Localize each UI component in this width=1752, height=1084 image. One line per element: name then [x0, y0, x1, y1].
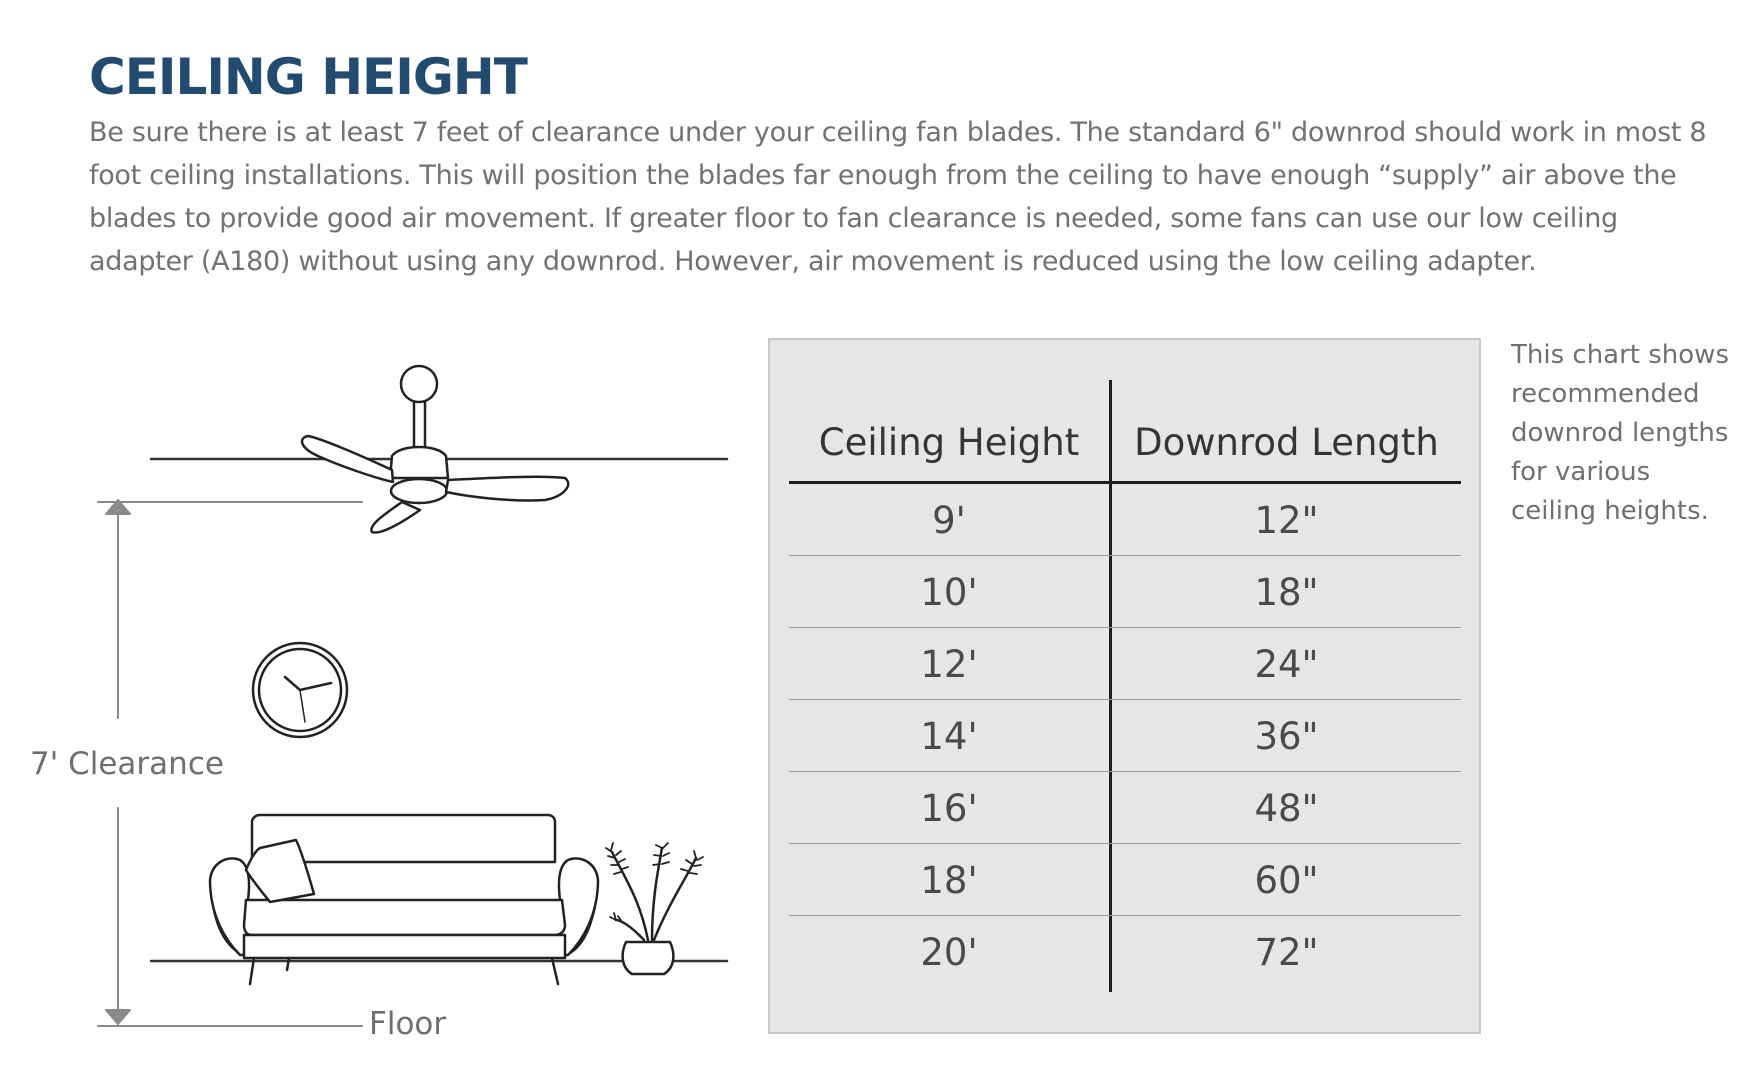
table-row	[789, 772, 1461, 844]
table-row	[789, 844, 1461, 916]
table-row	[789, 484, 1461, 556]
downrod-length-cell: 24"	[1254, 643, 1319, 686]
downrod-length-cell: 72"	[1254, 931, 1319, 974]
table-body	[789, 484, 1461, 987]
downrod-length-cell: 36"	[1254, 715, 1319, 758]
downrod-length-cell: 48"	[1254, 787, 1319, 830]
ceiling-height-cell: 9'	[932, 499, 966, 542]
table-row	[789, 628, 1461, 700]
table-row	[789, 556, 1461, 628]
page-title: CEILING HEIGHT	[89, 48, 527, 106]
downrod-table	[768, 338, 1481, 1034]
ceiling-height-cell: 18'	[920, 859, 978, 902]
floor-label: Floor	[369, 1006, 447, 1042]
downrod-length-cell: 12"	[1254, 499, 1319, 542]
side-note: This chart shows recommended downrod lengths for various ceiling heights.	[1511, 340, 1729, 526]
table-row	[789, 916, 1461, 987]
ceiling-height-cell: 14'	[920, 715, 978, 758]
downrod-length-cell: 60"	[1254, 859, 1319, 902]
ceiling-height-cell: 12'	[920, 643, 978, 686]
ceiling-height-cell: 10'	[920, 571, 978, 614]
intro-paragraph: Be sure there is at least 7 feet of clearance under your ceiling fan blades. The standard 6" downrod should work in most 8 foot ceiling installations. This will position the blades far enough from the ceiling to have enough “supply” air above the blades to provide good air movement. If greater floor to fan clearance is needed, some fans can use our low ceiling adapter (A180) without using any downrod. However, air movement is reduced using the low ceiling adapter.	[89, 117, 1707, 277]
room-illustration	[0, 330, 740, 1060]
ceiling-fan-icon	[302, 366, 568, 532]
wall-clock-icon	[253, 643, 347, 737]
table-row	[789, 700, 1461, 772]
ceiling-height-cell: 20'	[920, 931, 978, 974]
header-ceiling-height: Ceiling Height	[818, 421, 1080, 464]
potted-plant-icon	[606, 843, 703, 974]
clearance-label: 7' Clearance	[30, 746, 224, 782]
header-downrod-length: Downrod Length	[1134, 421, 1439, 464]
downrod-length-cell: 18"	[1254, 571, 1319, 614]
sofa-icon	[210, 815, 598, 984]
ceiling-height-cell: 16'	[920, 787, 978, 830]
